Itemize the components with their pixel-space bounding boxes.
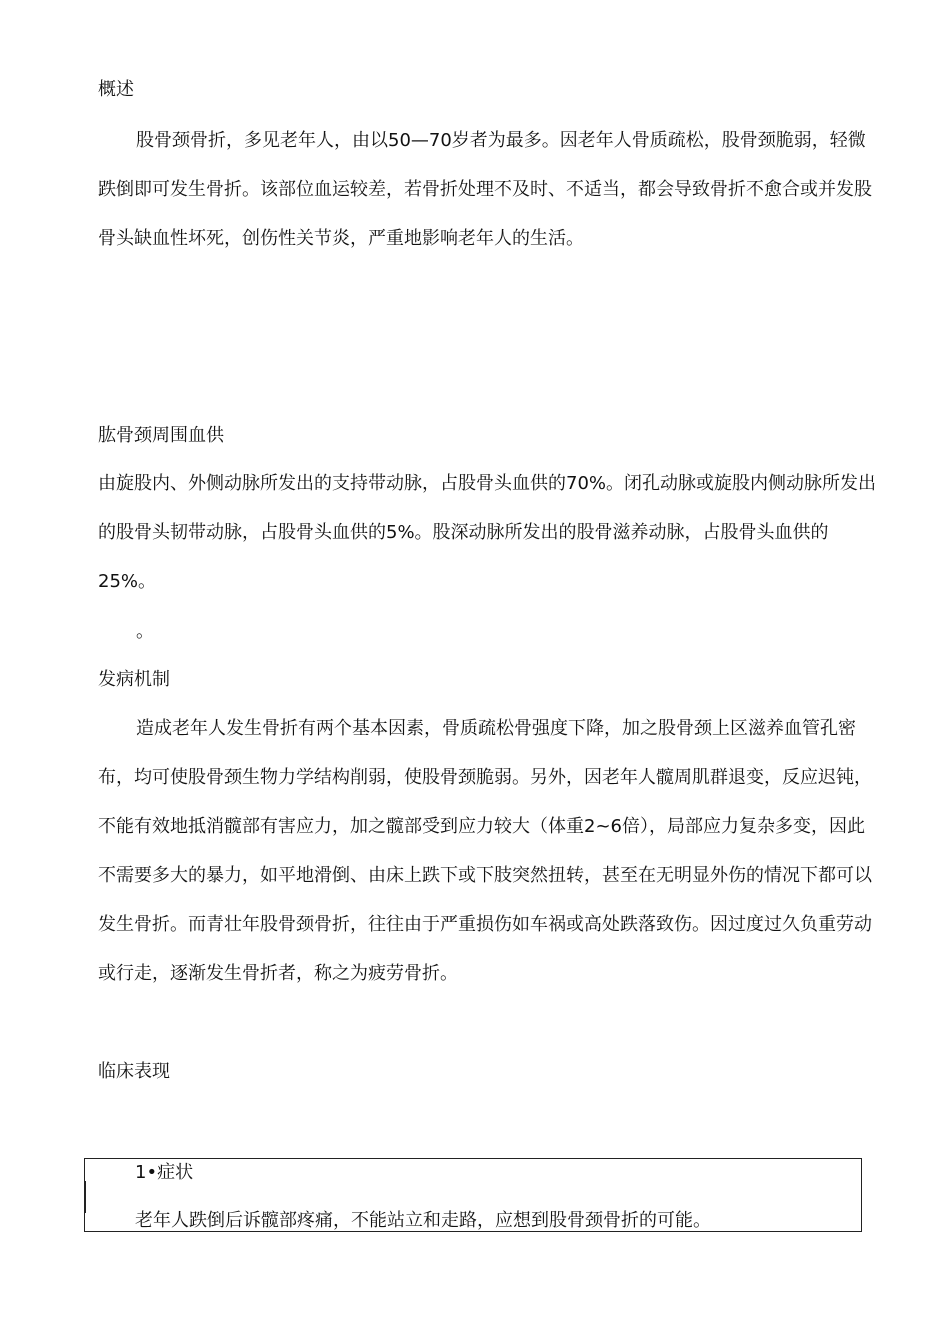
- overview-paragraph: 股骨颈骨折，多见老年人，由以50—70岁者为最多。因老年人骨质疏松，股骨颈脆弱，轻微跌倒即可发生骨折。该部位血运较差，若骨折处理不及时、不适当，都会导致骨折不愈合或并发股骨头缺血性坏死，创伤性关节炎，严重地影响老年人的生活。: [98, 130, 872, 249]
- mechanism-paragraph: 造成老年人发生骨折有两个基本因素，骨质疏松骨强度下降，加之股骨颈上区滋养血管孔密布，均可使股骨颈生物力学结构削弱，使股骨颈脆弱。另外，因老年人髋周肌群退变，反应迟钝，不能有效地抵消髋部有害应力，加之髋部受到应力较大（体重2~6倍），局部应力复杂多变，因此不需要多大的暴力，如平地滑倒、由床上跌下或下肢突然扭转，甚至在无明显外伤的情况下都可以发生骨折。而青壮年股骨颈骨折，往往由于严重损伤如车祸或高处跌落致伤。因过度过久负重劳动或行走，逐渐发生骨折者，称之为疲劳骨折。: [98, 718, 872, 984]
- overview-heading: 概述: [98, 79, 134, 100]
- box-left-mark: [85, 1181, 86, 1213]
- symptoms-text: 老年人跌倒后诉髋部疼痛，不能站立和走路，应想到股骨颈骨折的可能。: [135, 1210, 711, 1231]
- blood-supply-heading: 肱骨颈周围血供: [98, 425, 224, 446]
- symptoms-box: [84, 1158, 862, 1232]
- blood-supply-paragraph: 由旋股内、外侧动脉所发出的支持带动脉，占股骨头血供的70%。闭孔动脉或旋股内侧动脉所发出的股骨头韧带动脉，占股骨头血供的5%。股深动脉所发出的股骨滋养动脉，占股骨头血供的25%。: [98, 473, 877, 592]
- clinical-heading: 临床表现: [98, 1061, 170, 1082]
- trailing-mark: 。: [136, 621, 154, 642]
- mechanism-heading: 发病机制: [98, 669, 170, 690]
- symptoms-title: 1•症状: [135, 1162, 194, 1183]
